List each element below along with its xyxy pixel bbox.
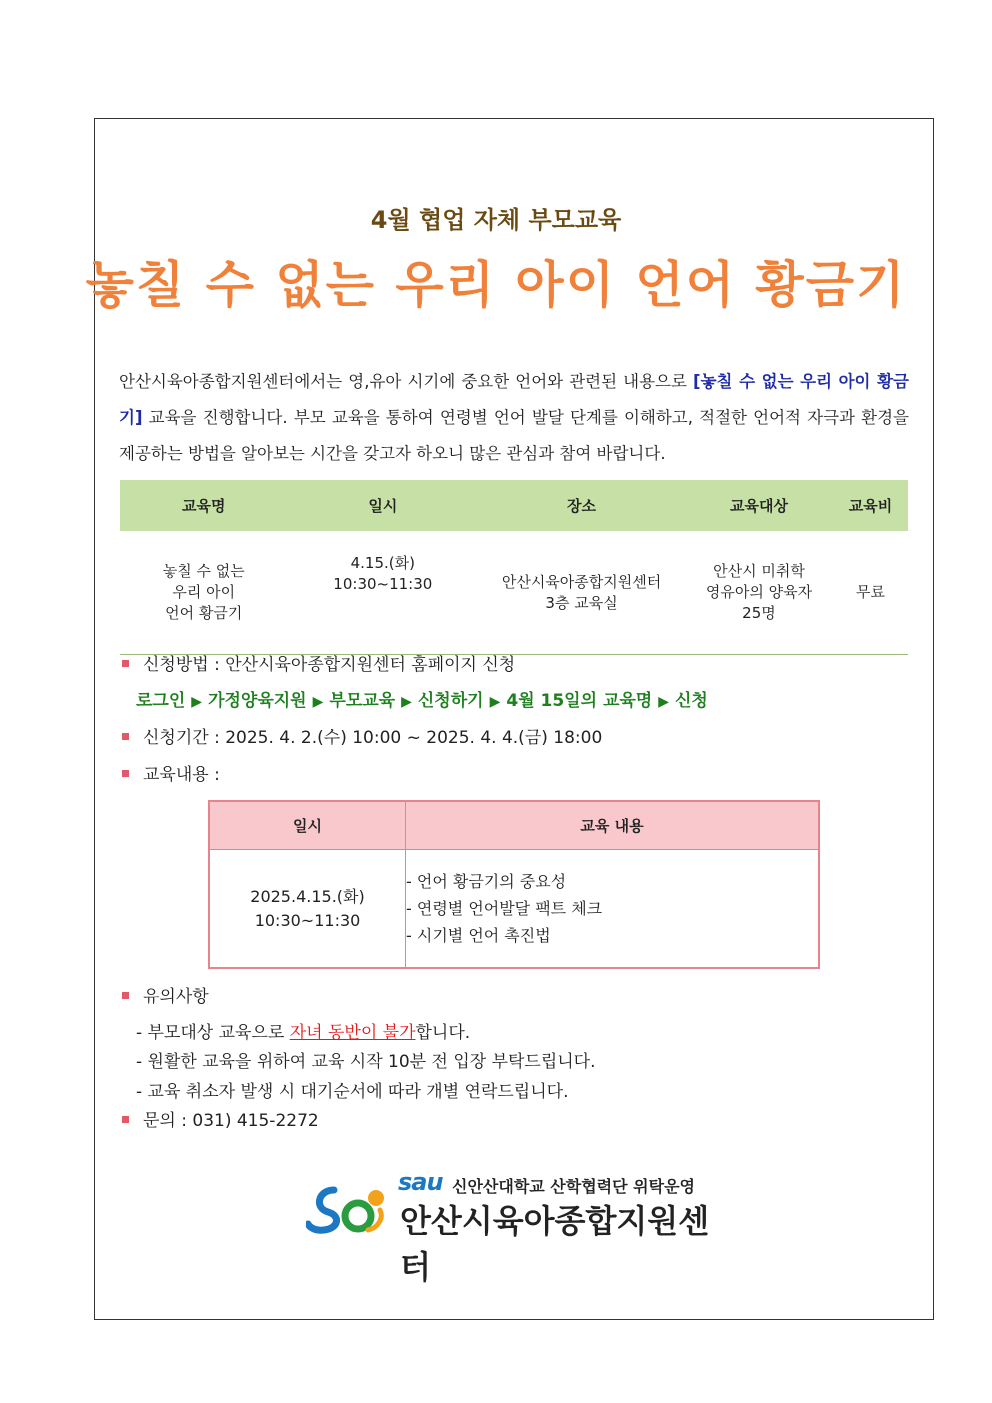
header-target: 교육대상	[685, 480, 833, 531]
content-date: 2025.4.15.(화)	[250, 886, 365, 906]
page-title: 놓칠 수 없는 우리 아이 언어 황금기	[85, 256, 907, 314]
name-line-1: 놓칠 수 없는	[162, 562, 245, 580]
path-step-apply: 신청하기	[417, 691, 484, 711]
apply-method-text: 신청방법 : 안산시육아종합지원센터 홈페이지 신청	[143, 655, 516, 675]
note-line-1	[136, 1018, 470, 1043]
content-cell-topics	[406, 850, 820, 969]
contact-text: 문의 : 031) 415-2272	[143, 1111, 319, 1131]
cell-place	[478, 531, 685, 655]
path-step-login: 로그인	[136, 691, 186, 711]
notes-label-text: 유의사항	[143, 987, 209, 1007]
content-table	[208, 800, 820, 969]
note-1-warning: 자녀 동반이 불가	[289, 1023, 416, 1043]
arrow-right-icon: ▶	[312, 694, 324, 710]
intro-paragraph	[119, 364, 909, 472]
arrow-right-icon: ▶	[401, 694, 412, 710]
name-line-3: 언어 황금기	[165, 604, 243, 622]
intro-text-2: 교육을 진행합니다. 부모 교육을 통하여 연령별 언어 발달 단계를 이해하고, 적절한 언어적 자극과 환경을 제공하는 방법을 알아보는 시간을 갖고자 하오니 많은 관심과 참여 바랍니다.	[119, 408, 909, 463]
program-info-table	[120, 480, 908, 655]
center-emblem-icon	[306, 1168, 392, 1240]
note-line-2: - 원활한 교육을 위하여 교육 시작 10분 전 입장 부탁드립니다.	[136, 1052, 596, 1072]
list-item: - 시기별 언어 촉진법	[406, 926, 551, 945]
table-row	[120, 531, 908, 655]
place-line-2: 3층 교육실	[545, 593, 618, 612]
path-step-home-care: 가정양육지원	[208, 691, 307, 711]
notes-label	[122, 982, 209, 1007]
apply-method	[122, 650, 515, 675]
header-datetime: 일시	[288, 480, 479, 531]
page-subtitle: 4월 협업 자체 부모교육	[370, 206, 622, 234]
content-cell-datetime	[209, 850, 406, 969]
table-row	[209, 850, 819, 969]
center-name: 안산시육아종합지원센터	[400, 1202, 710, 1286]
cell-target	[685, 531, 833, 655]
path-step-submit: 신청	[675, 691, 708, 711]
apply-period-text: 신청기간 : 2025. 4. 2.(수) 10:00 ~ 2025. 4. 4.(금) 18:00	[143, 728, 603, 748]
name-line-2: 우리 아이	[172, 583, 236, 601]
intro-text-1: 안산시육아종합지원센터에서는 영,유아 시기에 중요한 언어와 관련된 내용으로	[119, 372, 694, 391]
contact-info	[122, 1106, 319, 1131]
sau-logo: sau	[398, 1168, 443, 1196]
path-step-program: 4월 15일의 교육명	[506, 691, 653, 711]
bullet-icon	[122, 770, 129, 777]
content-header-topic: 교육 내용	[406, 801, 820, 850]
note-1-end: 합니다.	[415, 1023, 471, 1043]
arrow-right-icon: ▶	[658, 694, 669, 710]
bullet-icon	[122, 660, 129, 667]
apply-path	[136, 686, 708, 711]
datetime-line-1: 4.15.(화)	[350, 554, 415, 572]
content-time: 10:30~11:30	[254, 910, 361, 930]
cell-fee: 무료	[855, 583, 885, 601]
bullet-icon	[122, 992, 129, 999]
arrow-right-icon: ▶	[489, 694, 501, 710]
content-label-text: 교육내용 :	[143, 765, 220, 785]
list-item: - 연령별 언어발달 팩트 체크	[406, 899, 603, 918]
bullet-icon	[122, 1116, 129, 1123]
datetime-line-2: 10:30~11:30	[333, 575, 433, 593]
list-item: - 언어 황금기의 중요성	[406, 872, 567, 891]
arrow-right-icon: ▶	[191, 694, 203, 710]
header-fee: 교육비	[833, 480, 908, 531]
center-logo	[306, 1168, 726, 1286]
note-1-text: - 부모대상 교육으로	[136, 1023, 290, 1043]
content-label	[122, 760, 220, 785]
operator-text: 신안산대학교 산학협력단 위탁운영	[452, 1177, 695, 1196]
content-header-datetime: 일시	[209, 801, 406, 850]
intro-highlight: [놓칠 수 없는 우리 아이 황금기]	[119, 372, 909, 427]
place-line-1: 안산시육아종합지원센터	[501, 572, 662, 591]
cell-name	[120, 531, 288, 655]
bullet-icon	[122, 733, 129, 740]
target-line-2: 영유아의 양육자	[705, 583, 813, 601]
apply-period	[122, 723, 602, 748]
target-line-1: 안산시 미취학	[713, 562, 805, 580]
target-line-3: 25명	[742, 604, 776, 622]
header-name: 교육명	[120, 480, 288, 531]
header-place: 장소	[478, 480, 685, 531]
cell-datetime	[288, 531, 479, 655]
path-step-parent-edu: 부모교육	[329, 691, 396, 711]
note-line-3: - 교육 취소자 발생 시 대기순서에 따라 개별 연락드립니다.	[136, 1082, 569, 1102]
